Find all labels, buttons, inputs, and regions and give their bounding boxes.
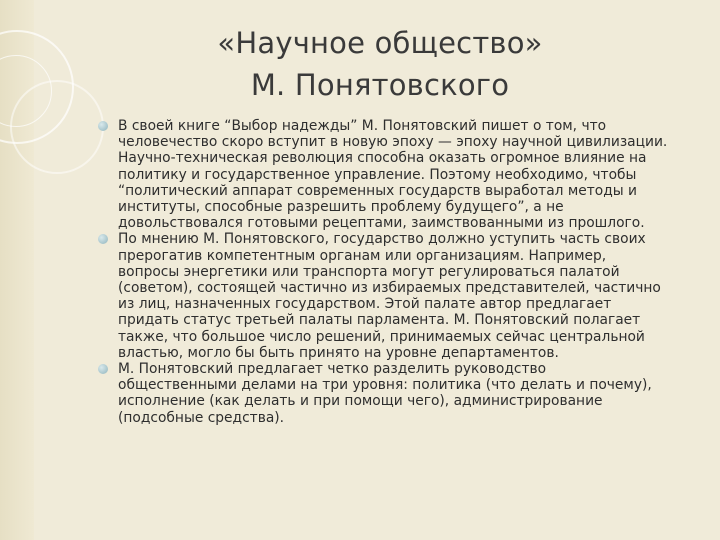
text-line: (советом), состоящей частично из избираемых представителей, частично xyxy=(118,280,661,297)
bullet-item xyxy=(98,118,710,231)
text-line: В своей книге “Выбор надежды” М. Понятовский пишет о том, что xyxy=(118,118,607,134)
text-line: институты, способные разрешить проблему будущего”, а не xyxy=(118,199,564,216)
text-line: По мнению М. Понятовского, государство должно уступить часть своих xyxy=(118,231,646,248)
text-line: властью, могло бы быть принято на уровне департаментов. xyxy=(118,344,559,361)
text-line: довольствовался готовыми рецептами, заимствованными из прошлого. xyxy=(118,215,645,232)
bullet-icon xyxy=(98,364,108,374)
bullet-list xyxy=(98,118,710,426)
text-line: исполнение (как делать и при помощи чего), администрирование xyxy=(118,393,603,410)
text-line: прерогатив компетентным органам или организациям. Например, xyxy=(118,247,607,264)
text-line: “политический аппарат современных государств выработал методы и xyxy=(118,182,638,199)
text-line: из лиц, назначенных государством. Этой палате автор предлагает xyxy=(118,296,612,313)
bullet-icon xyxy=(98,121,108,131)
text-line: политику и государственное управление. Поэтому необходимо, чтобы xyxy=(118,166,637,183)
bullet-item xyxy=(98,361,710,426)
bullet-icon xyxy=(98,234,108,244)
decorative-ring xyxy=(10,80,104,174)
text-line: также, что большое число решений, принимаемых сейчас центральной xyxy=(118,328,645,345)
bullet-item xyxy=(98,231,710,361)
slide-title xyxy=(150,22,610,106)
text-line: придать статус третьей палаты парламента. М. Понятовский полагает xyxy=(118,312,641,329)
text-line: М. Понятовский предлагает четко разделить руководство xyxy=(118,361,547,378)
text-line: вопросы энергетики или транспорта могут регулироваться палатой xyxy=(118,263,620,280)
text-line: общественными делами на три уровня: политика (что делать и почему), xyxy=(118,377,652,394)
text-line: (подсобные средства). xyxy=(118,409,285,426)
slide-body xyxy=(98,118,710,426)
title-line: М. Понятовского xyxy=(250,68,510,102)
text-line: Научно-техническая революция способна оказать огромное влияние на xyxy=(118,150,647,167)
text-line: человечество скоро вступит в новую эпоху — эпоху научной цивилизации. xyxy=(118,134,668,151)
title-line: «Научное общество» xyxy=(217,26,543,60)
